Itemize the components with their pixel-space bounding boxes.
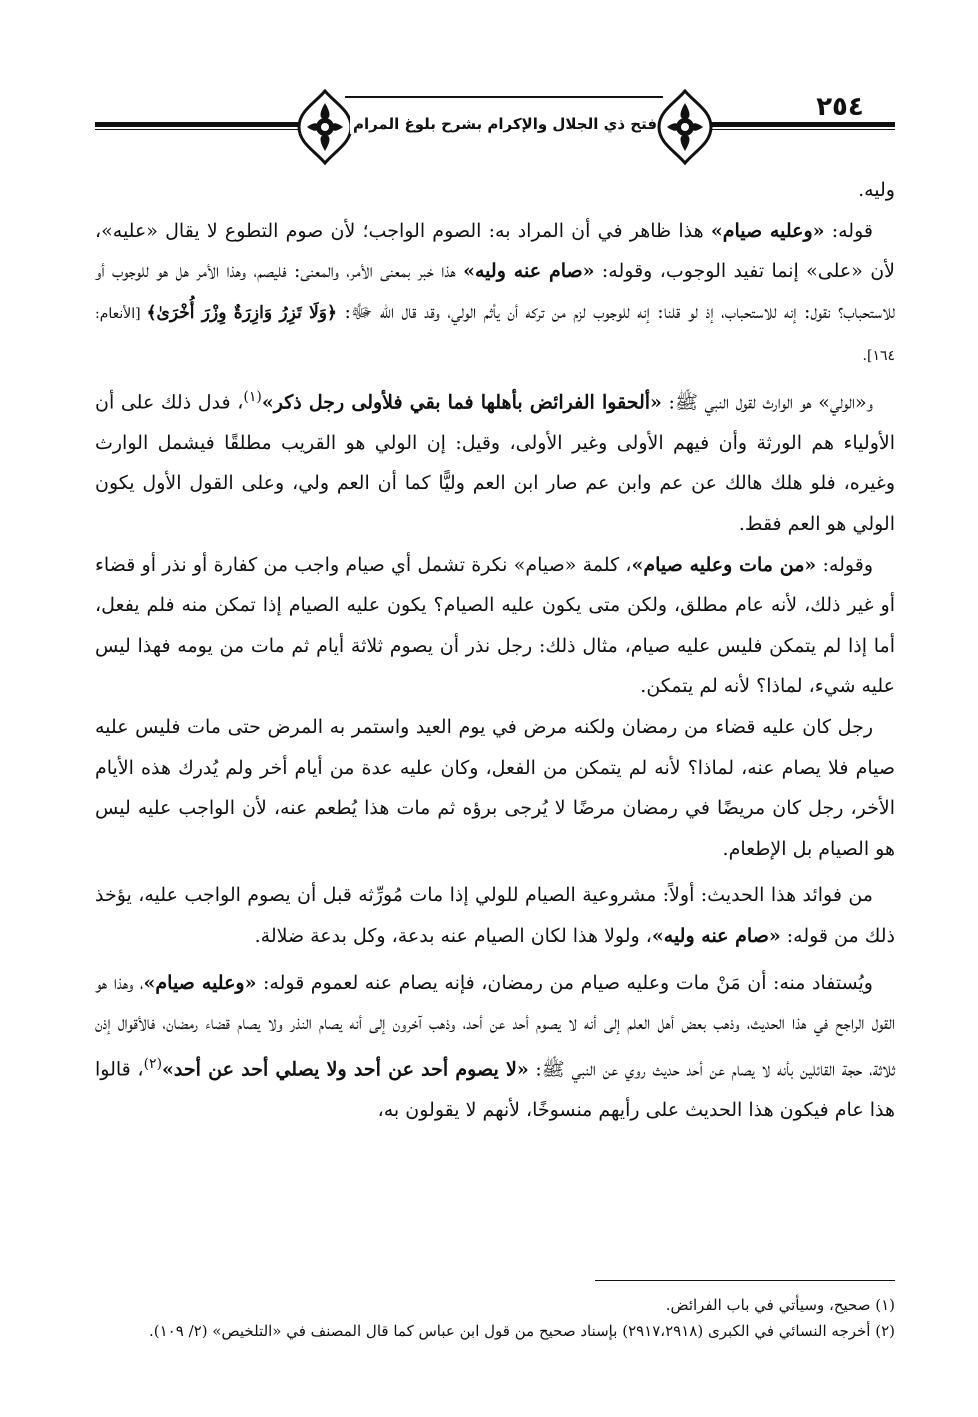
footnote-marker: (١) — [243, 388, 262, 405]
text-run: وقوله: — [816, 553, 873, 576]
text-run: من فوائد هذا الحديث: أولاً: مشروعية الصيام للولي إذا مات مُورِّثه قبل أن يصوم الواجب عليه، يؤخذ ذلك من قوله: — [95, 884, 895, 948]
header-top-rule — [345, 96, 663, 98]
footnote: (١) صحيح، وسيأتي في باب الفرائض. — [665, 1296, 895, 1314]
hadith-quote: «وعليه صيام» — [143, 971, 257, 994]
footnote-marker: (٢) — [143, 1055, 163, 1072]
hadith-quote: «صام عنه وليه» — [651, 925, 781, 948]
hadith-quote: «من مات وعليه صيام» — [631, 553, 817, 576]
text-run: ، وهذا هو القول الراجح في هذا الحديث، وذهب بعض أهل العلم إلى أنه لا يصوم أحد عن أحد، وذهب آخرون إلى أنه يصام النذر ولا يصام قضاء رمضان، فالأقوال إذن ثلاثة، حجة القائلين بأنه لا يصام عن أحد حديث روي عن النبي ﷺ: — [95, 971, 895, 1081]
hadith-quote: «لا يصوم أحد عن أحد ولا يصلي أحد عن أحد» — [162, 1058, 529, 1081]
verse-reference: [الأنعام: ١٦٤]. — [95, 305, 895, 365]
paragraph — [95, 545, 895, 707]
paragraph: وليه. — [858, 179, 895, 201]
page-number: ٢٥٤ — [816, 92, 864, 122]
hadith-quote: «وعليه صيام» — [710, 219, 825, 242]
hadith-quote: «ألحقوا الفرائض بأهلها فما بقي فلأولى رجل ذكر» — [261, 391, 662, 414]
text-run: ، كلمة «صيام» نكرة تشمل أي صيام واجب من كفارة أو نذر أو قضاء أو غير ذلك، لأنه عام مطلق، ولكن متى يكون عليه الصيام؟ يكون عليه الصيام إذا تمكن منه فلم يفعل، أما إذا لم يتمكن فليس عليه صيام، مثال ذلك: رجل نذر أن يصوم ثلاثة أيام ثم مات من يومه فهذا ليس عليه شيء، لماذا؟ لأنه لم يتمكن. — [95, 553, 895, 698]
text-run: ، قالوا هذا عام فيكون هذا الحديث على رأيهم منسوخًا، لأنهم لا يقولون به، — [95, 1058, 895, 1121]
text-run: هذا خبر بمعنى الأمر، والمعنى: فليصم، وهذا الأمر هل هو للوجوب أو للاستحباب؟ نقول: إنه للاستحباب، إذ لو قلنا: إنه للوجوب لزم من تركه أن يأثم الولي، وقد قال الله ﷻ: — [95, 260, 895, 323]
paragraph — [95, 875, 895, 956]
paragraph — [95, 963, 895, 1131]
left-ornament-icon — [295, 89, 355, 165]
text-run: ويُستفاد منه: أن مَنْ مات وعليه صيام من رمضان، فإنه يصام عنه لعموم قوله: — [256, 971, 873, 994]
book-title: فتح ذي الجلال والإكرام بشرح بلوغ المرام — [350, 114, 660, 134]
text-run: و«الولي» هو الوارث لقول النبي ﷺ: — [661, 391, 874, 414]
hadith-quote: «صام عنه وليه» — [463, 260, 595, 283]
text-run: قوله: — [824, 219, 873, 242]
text-run: ، ولولا هذا لكان الصيام عنه بدعة، وكل بدعة ضلالة. — [254, 925, 652, 948]
right-ornament-icon — [655, 89, 715, 165]
text-run: هذا ظاهر في أن المراد به: الصوم الواجب؛ لأن صوم التطوع لا يقال «عليه»، لأن «على» إنما تفيد الوجوب، وقوله: — [95, 219, 895, 283]
quran-verse: ﴿وَلَا تَزِرُ وَازِرَةٌ وِزْرَ أُخْرَىٰ﴾ — [146, 302, 337, 323]
body-text — [95, 170, 895, 1130]
footnote-separator — [595, 1280, 895, 1281]
paragraph — [95, 211, 895, 377]
paragraph — [95, 377, 895, 545]
paragraph: رجل كان عليه قضاء من رمضان ولكنه مرض في يوم العيد واستمر به المرض حتى مات فليس عليه صيام فلا يصام عنه، لماذا؟ لأنه لم يتمكن من الفعل، وكان عليه عدة من أيام أخر ولم يُدرك هذه الأيام الأخر، رجل كان مريضًا في رمضان مرضًا لا يُرجى برؤه ثم مات هذا يُطعم عنه، لأن الواجب عليه ليس هو الصيام بل الإطعام. — [95, 716, 895, 860]
page-header — [95, 84, 895, 174]
footnote: (٢) أخرجه النسائي في الكبرى (٢٩١٧،٢٩١٨) بإسناد صحيح من قول ابن عباس كما قال المصنف في «التلخيص» (٢/ ١٠٩). — [149, 1322, 895, 1340]
footnotes — [95, 1292, 895, 1344]
text-run: ، فدل ذلك على أن الأولياء هم الورثة وأن فيهم الأولى وغير الأولى، وقيل: إن الولي هو القريب مطلقًا فيشمل الوارث وغيره، فلو هلك هالك عن عم وابن عم صار ابن العم وليًّا كما أن العم ولي، وعلى القول الأول يكون الولي هو العم فقط. — [95, 391, 895, 536]
